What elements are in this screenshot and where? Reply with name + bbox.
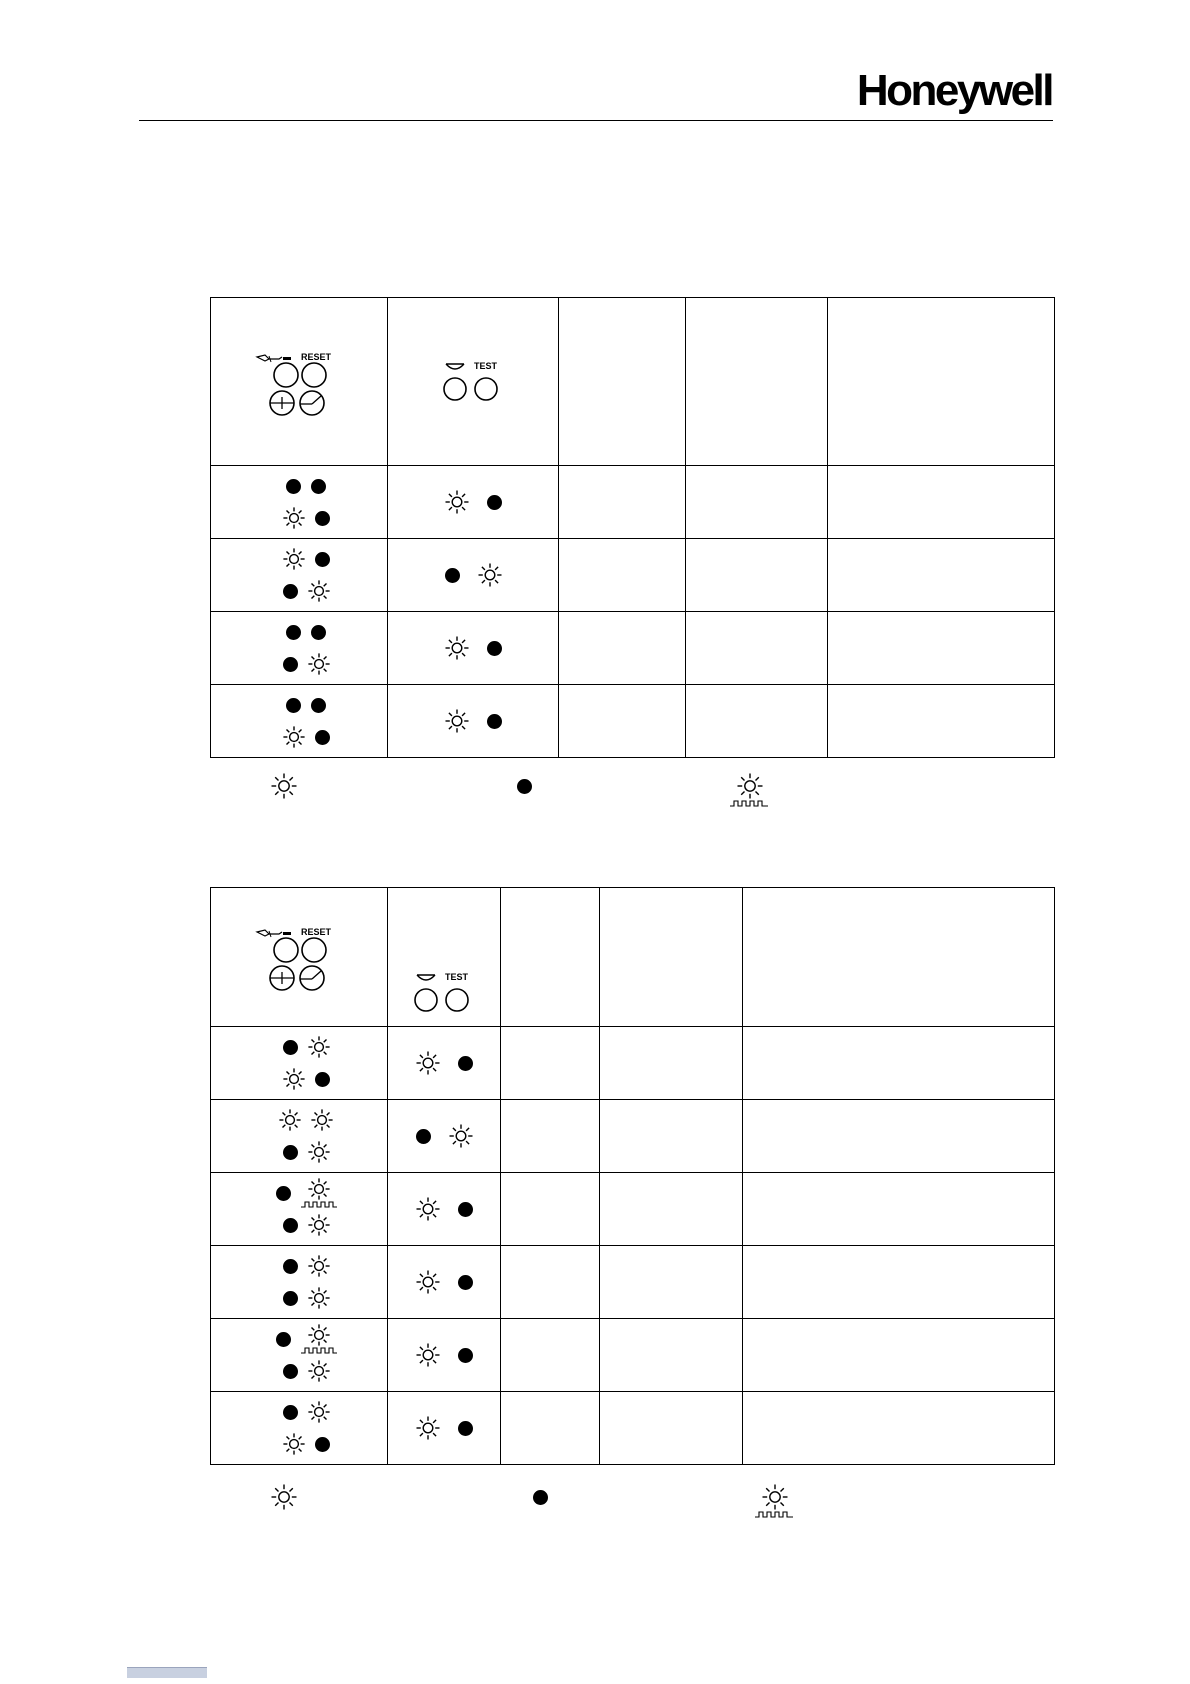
table-row [211, 1319, 1055, 1392]
indicator-pair [283, 721, 330, 753]
dot-icon [283, 1145, 298, 1160]
sun-icon [416, 1051, 440, 1075]
indicator-pair [286, 470, 326, 502]
thermostat-test-panel-icon [441, 359, 505, 405]
empty-cell [559, 612, 686, 685]
dot-icon [286, 625, 301, 640]
dot-icon [487, 495, 502, 510]
indicator-pair [283, 1136, 330, 1168]
indicator-a-group [225, 470, 387, 534]
dot-icon [283, 584, 298, 599]
indicator-pair [388, 632, 558, 664]
sun-icon [308, 1287, 330, 1309]
table-row [211, 1027, 1055, 1100]
dot-icon [276, 1186, 291, 1201]
indicator-pair [283, 1063, 330, 1095]
indicator-a-group [225, 1031, 387, 1095]
indicator-b-cell [388, 1392, 501, 1465]
empty-cell [743, 1246, 1055, 1319]
indicator-pair [388, 705, 558, 737]
thermostat-test-panel [388, 359, 558, 405]
dot-icon [445, 568, 460, 583]
table-row [211, 1173, 1055, 1246]
indicator-a-cell [211, 612, 388, 685]
indicator-b-cell [388, 1246, 501, 1319]
sun-icon [279, 1109, 301, 1131]
indicator-b-cell [388, 1027, 501, 1100]
table-row [211, 466, 1055, 539]
empty-cell [686, 466, 828, 539]
empty-cell [600, 1100, 743, 1173]
sun-icon [283, 507, 305, 529]
empty-cell [828, 612, 1055, 685]
dot-icon [315, 511, 330, 526]
indicator-pair [286, 689, 326, 721]
table-row [211, 612, 1055, 685]
empty-cell [828, 466, 1055, 539]
empty-cell [501, 1246, 600, 1319]
indicator-pair [388, 1120, 500, 1152]
dot-icon [315, 552, 330, 567]
indicator-b-cell [388, 1319, 501, 1392]
dot-icon [487, 714, 502, 729]
thermostat-test-panel-icon [412, 970, 476, 1016]
sun-icon [283, 1068, 305, 1090]
sun-icon [308, 1360, 330, 1382]
dot-icon [416, 1129, 431, 1144]
dot-icon [458, 1348, 473, 1363]
indicator-pair [283, 1355, 330, 1387]
dot-icon [458, 1056, 473, 1071]
indicator-pair [283, 575, 330, 607]
sun-icon [416, 1416, 440, 1440]
header-cell-4 [600, 888, 743, 1027]
header-panel-b-cell [388, 888, 501, 1027]
indicator-a-cell [211, 466, 388, 539]
table-row [211, 685, 1055, 758]
legend-item [271, 773, 297, 799]
dot-icon [283, 1405, 298, 1420]
indicator-pair [388, 486, 558, 518]
dot-icon [517, 779, 532, 794]
indicator-a-cell [211, 685, 388, 758]
indicator-a-cell [211, 1173, 388, 1246]
sun-icon [283, 726, 305, 748]
indicator-pair [283, 1250, 330, 1282]
header-panel-b-cell [388, 298, 559, 466]
indicator-pair [388, 1339, 500, 1371]
indicator-b-cell [388, 1100, 501, 1173]
dot-icon [283, 1291, 298, 1306]
empty-cell [743, 1392, 1055, 1465]
indicator-pair [388, 1412, 500, 1444]
flame-reset-panel-icon [251, 345, 347, 419]
empty-cell [501, 1319, 600, 1392]
flashing-sun-icon [301, 1178, 337, 1208]
indicator-a-group [225, 689, 387, 753]
empty-cell [600, 1392, 743, 1465]
table-header-row [211, 888, 1055, 1027]
dot-icon [458, 1421, 473, 1436]
sun-icon [308, 1401, 330, 1423]
indicator-b-cell [388, 685, 559, 758]
empty-cell [743, 1027, 1055, 1100]
indicator-table-1 [210, 297, 1055, 758]
sun-icon [271, 1484, 297, 1510]
flame-reset-panel [211, 920, 387, 994]
sun-icon [283, 1433, 305, 1455]
dot-icon [283, 1040, 298, 1055]
indicator-pair [388, 1047, 500, 1079]
legend-item [533, 1490, 548, 1510]
empty-cell [559, 539, 686, 612]
empty-cell [501, 1392, 600, 1465]
honeywell-logo: Honeywell [856, 66, 1052, 115]
indicator-pair [276, 1323, 337, 1355]
empty-cell [600, 1027, 743, 1100]
sun-icon [445, 636, 469, 660]
indicator-a-group [225, 1396, 387, 1460]
legend-item [271, 1484, 297, 1510]
sun-icon [311, 1109, 333, 1131]
sun-icon [271, 773, 297, 799]
indicator-b-cell [388, 612, 559, 685]
indicator-b-cell [388, 1173, 501, 1246]
indicator-pair [279, 1104, 333, 1136]
header-cell-4 [686, 298, 828, 466]
indicator-a-cell [211, 1392, 388, 1465]
dot-icon [458, 1202, 473, 1217]
header-panel-a-cell [211, 888, 388, 1027]
table-row [211, 1246, 1055, 1319]
flashing-sun-icon [301, 1324, 337, 1354]
reset-label: RESET [301, 351, 332, 362]
sun-icon [445, 709, 469, 733]
indicator-a-group [225, 1323, 387, 1387]
sun-icon [308, 1141, 330, 1163]
empty-cell [743, 1100, 1055, 1173]
legend-item [517, 779, 532, 799]
empty-cell [743, 1319, 1055, 1392]
flame-reset-panel [211, 345, 387, 419]
empty-cell [600, 1173, 743, 1246]
legend-item [755, 1484, 795, 1518]
sun-icon [308, 1255, 330, 1277]
dot-icon [533, 1490, 548, 1505]
dot-icon [283, 657, 298, 672]
indicator-pair [283, 1282, 330, 1314]
sun-icon [445, 490, 469, 514]
sun-icon [308, 1036, 330, 1058]
sun-icon [416, 1270, 440, 1294]
dot-icon [283, 1364, 298, 1379]
indicator-pair [283, 1031, 330, 1063]
sun-icon [283, 548, 305, 570]
indicator-table-2 [210, 887, 1055, 1465]
indicator-pair [388, 1266, 500, 1298]
indicator-b-cell [388, 539, 559, 612]
table-row [211, 1392, 1055, 1465]
indicator-pair [283, 648, 330, 680]
dot-icon [283, 1218, 298, 1233]
flashing-sun-icon [730, 773, 770, 807]
indicator-pair [283, 543, 330, 575]
dot-icon [283, 1259, 298, 1274]
empty-cell [828, 539, 1055, 612]
indicator-a-group [225, 1250, 387, 1314]
indicator-pair [283, 1428, 330, 1460]
dot-icon [311, 625, 326, 640]
empty-cell [600, 1246, 743, 1319]
header-cell-3 [501, 888, 600, 1027]
test-label: TEST [445, 972, 469, 982]
header-panel-a-cell [211, 298, 388, 466]
dot-icon [311, 479, 326, 494]
header-cell-3 [559, 298, 686, 466]
empty-cell [828, 685, 1055, 758]
indicator-pair [388, 559, 558, 591]
empty-cell [743, 1173, 1055, 1246]
empty-cell [686, 685, 828, 758]
empty-cell [559, 685, 686, 758]
flashing-sun-icon [755, 1484, 795, 1518]
sun-icon [308, 653, 330, 675]
header-cell-5 [743, 888, 1055, 1027]
indicator-a-group [225, 1104, 387, 1168]
indicator-a-group [225, 616, 387, 680]
dot-icon [487, 641, 502, 656]
dot-icon [286, 698, 301, 713]
dot-icon [286, 479, 301, 494]
empty-cell [686, 539, 828, 612]
indicator-pair [388, 1193, 500, 1225]
sun-icon [416, 1343, 440, 1367]
sun-icon [449, 1124, 473, 1148]
empty-cell [501, 1173, 600, 1246]
indicator-a-cell [211, 1027, 388, 1100]
test-label: TEST [474, 360, 498, 371]
table-row [211, 1100, 1055, 1173]
dot-icon [276, 1332, 291, 1347]
footer-mark [127, 1667, 207, 1678]
empty-cell [600, 1319, 743, 1392]
dot-icon [315, 730, 330, 745]
indicator-pair [286, 616, 326, 648]
empty-cell [686, 612, 828, 685]
dot-icon [311, 698, 326, 713]
dot-icon [458, 1275, 473, 1290]
empty-cell [501, 1027, 600, 1100]
indicator-b-cell [388, 466, 559, 539]
table-row [211, 539, 1055, 612]
dot-icon [315, 1437, 330, 1452]
thermostat-test-panel [388, 970, 500, 1026]
flame-reset-panel-icon [251, 920, 347, 994]
indicator-a-group [225, 1177, 387, 1241]
dot-icon [315, 1072, 330, 1087]
sun-icon [308, 580, 330, 602]
header-rule [139, 120, 1053, 121]
indicator-pair [283, 1396, 330, 1428]
indicator-a-cell [211, 539, 388, 612]
header-cell-5 [828, 298, 1055, 466]
empty-cell [501, 1100, 600, 1173]
sun-icon [416, 1197, 440, 1221]
indicator-pair [276, 1177, 337, 1209]
indicator-a-cell [211, 1319, 388, 1392]
sun-icon [478, 563, 502, 587]
indicator-pair [283, 1209, 330, 1241]
legend-item [730, 773, 770, 807]
sun-icon [308, 1214, 330, 1236]
indicator-a-cell [211, 1100, 388, 1173]
indicator-pair [283, 502, 330, 534]
reset-label: RESET [301, 927, 332, 937]
empty-cell [559, 466, 686, 539]
indicator-a-cell [211, 1246, 388, 1319]
indicator-a-group [225, 543, 387, 607]
table-header-row [211, 298, 1055, 466]
